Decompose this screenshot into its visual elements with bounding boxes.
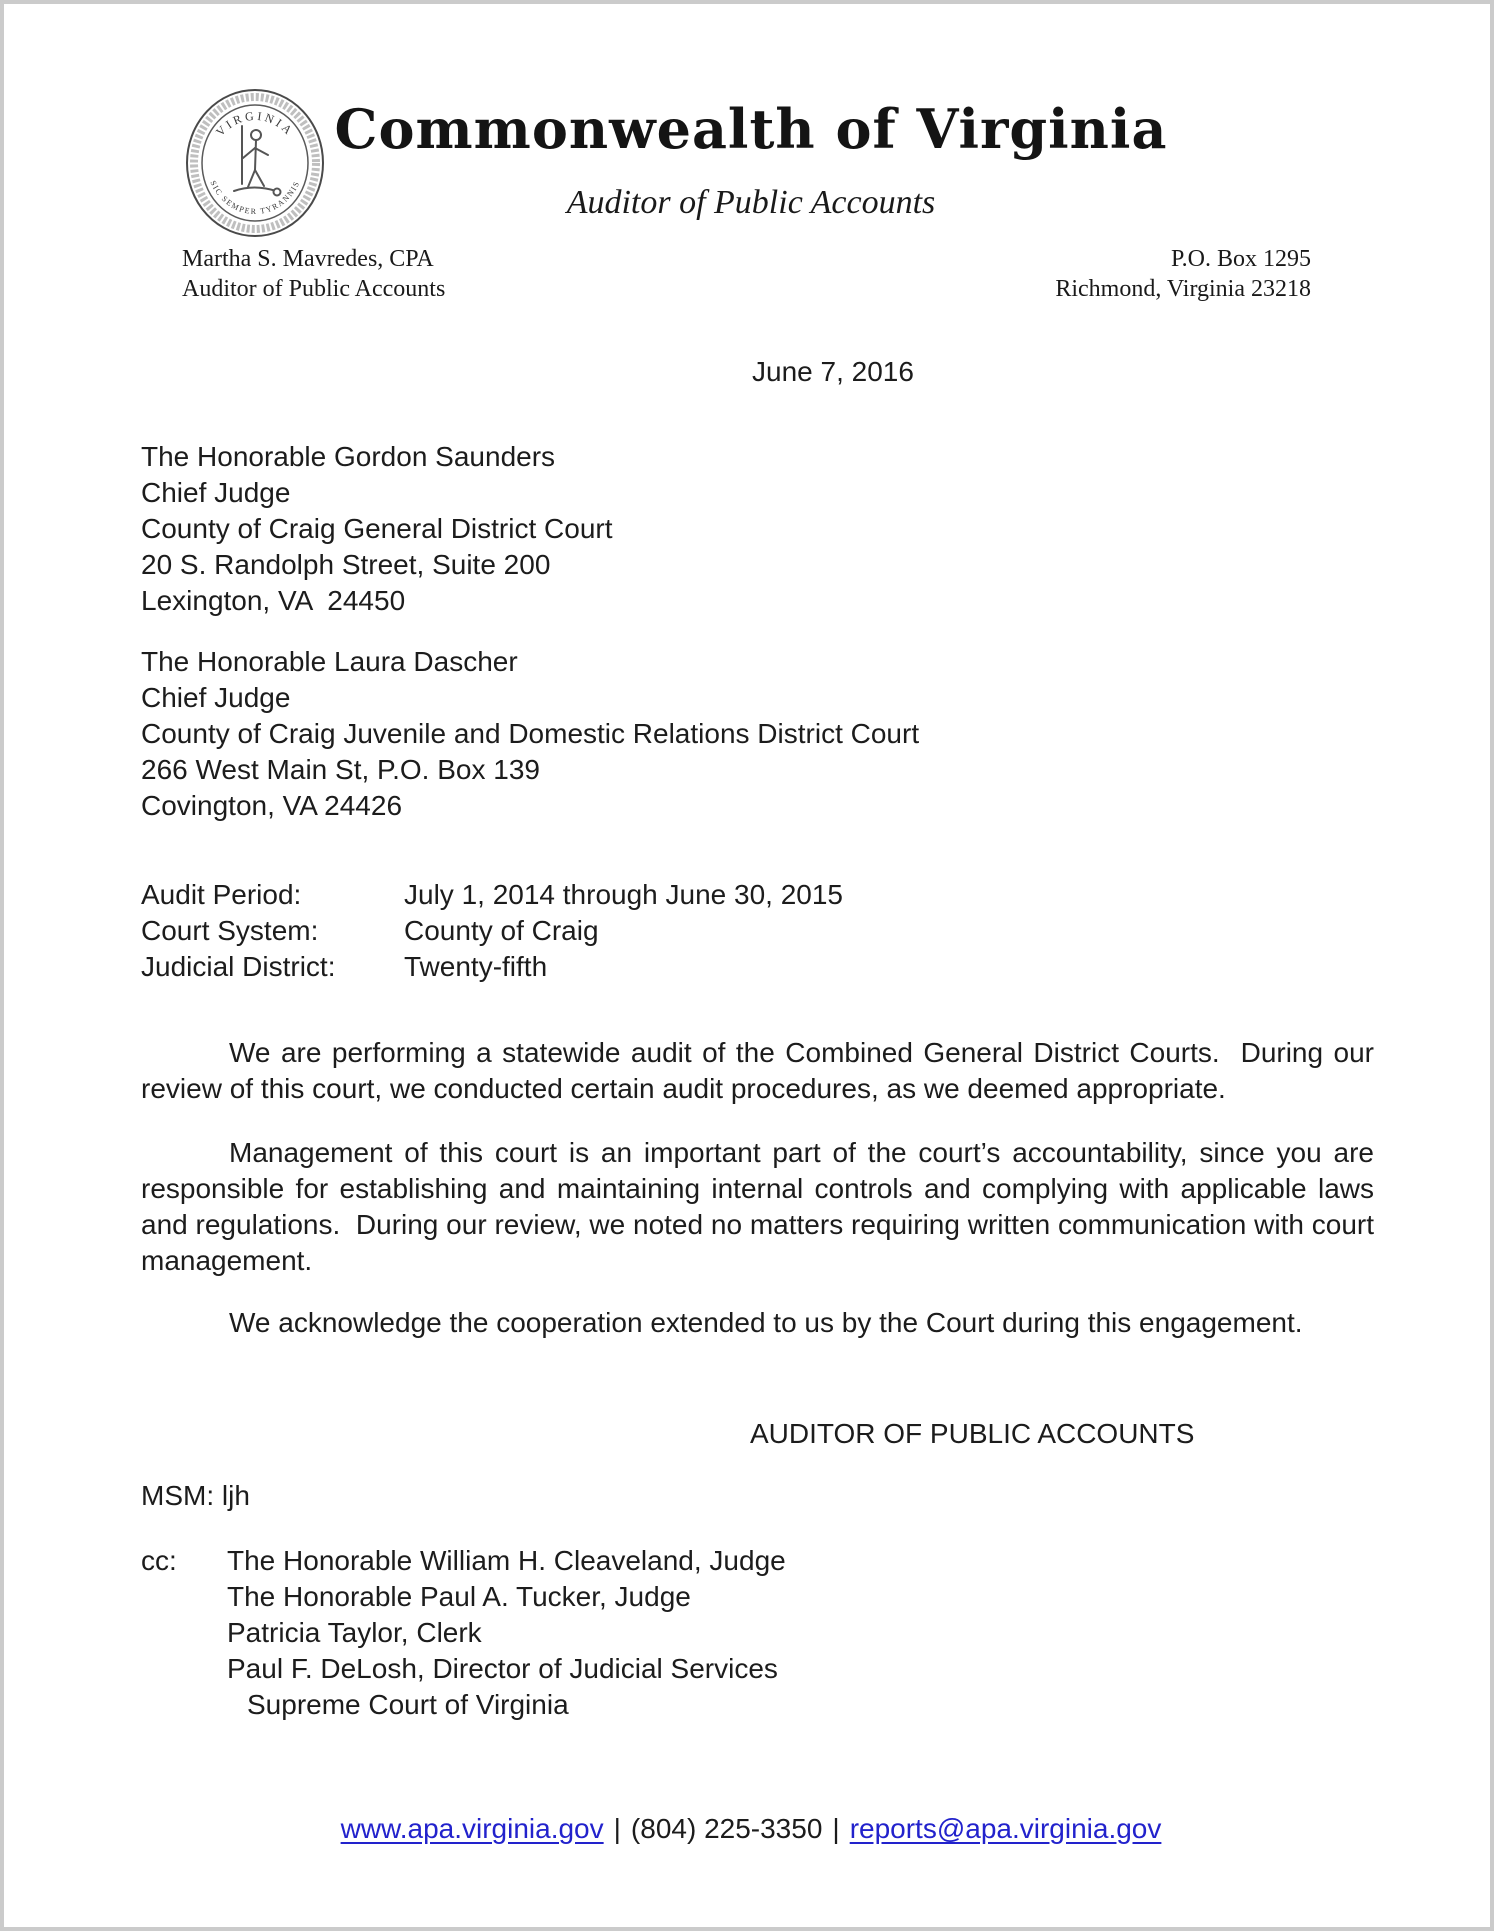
cc-block xyxy=(141,1543,786,1723)
reference-initials: MSM: ljh xyxy=(141,1480,250,1511)
website-link[interactable]: www.apa.virginia.gov xyxy=(340,1813,604,1844)
court-system-value: County of Craig xyxy=(404,915,599,946)
svg-text:VIRGINIA: VIRGINIA xyxy=(213,108,297,140)
body-paragraph-2: Management of this court is an important part of the court’s accountability, since you are responsible for establishing and maintaining internal controls and complying with applicable laws and regulations. During our review, we noted no matters requiring written communication with court management. xyxy=(141,1137,1382,1276)
office-address-block xyxy=(1055,244,1311,304)
court-system-label: Court System: xyxy=(141,915,319,946)
recipient-line: County of Craig General District Court xyxy=(141,513,613,544)
recipient-line: Lexington, VA 24450 xyxy=(141,585,406,616)
recipient-address-2 xyxy=(141,644,919,824)
recipient-line: Chief Judge xyxy=(141,477,291,508)
cc-item: The Honorable Paul A. Tucker, Judge xyxy=(227,1581,691,1612)
auditor-title: Auditor of Public Accounts xyxy=(182,276,446,302)
letterhead-subtitle: Auditor of Public Accounts xyxy=(566,184,936,221)
recipient-line: 266 West Main St, P.O. Box 139 xyxy=(141,754,540,785)
recipient-line: Chief Judge xyxy=(141,682,291,713)
phone-number: (804) 225-3350 xyxy=(630,1813,823,1844)
email-link[interactable]: reports@apa.virginia.gov xyxy=(849,1813,1162,1844)
letterhead-title: Commonwealth of Virginia xyxy=(334,97,1168,161)
auditor-name: Martha S. Mavredes, CPA xyxy=(182,246,434,272)
cc-item: Supreme Court of Virginia xyxy=(247,1689,569,1720)
signature-org-line: AUDITOR OF PUBLIC ACCOUNTS xyxy=(750,1418,1195,1449)
cc-items xyxy=(227,1543,786,1723)
judicial-district-value: Twenty-fifth xyxy=(404,951,548,982)
audit-period-value: July 1, 2014 through June 30, 2015 xyxy=(404,879,844,910)
recipient-line: The Honorable Gordon Saunders xyxy=(141,441,556,472)
cc-item: Patricia Taylor, Clerk xyxy=(227,1617,482,1648)
cc-label: cc: xyxy=(141,1545,177,1576)
recipient-line: County of Craig Juvenile and Domestic Relations District Court xyxy=(141,718,920,749)
letter-date: June 7, 2016 xyxy=(752,356,914,387)
letter-footer xyxy=(4,1811,1494,1847)
city-state-zip-line: Richmond, Virginia 23218 xyxy=(1055,276,1311,302)
recipient-line: The Honorable Laura Dascher xyxy=(141,646,518,677)
cc-item: Paul F. DeLosh, Director of Judicial Services xyxy=(227,1653,778,1684)
recipient-line: 20 S. Randolph Street, Suite 200 xyxy=(141,549,551,580)
audit-period-label: Audit Period: xyxy=(141,879,302,910)
cc-item: The Honorable William H. Cleaveland, Judge xyxy=(227,1545,786,1576)
po-box-line: P.O. Box 1295 xyxy=(1170,246,1311,272)
recipient-address-1 xyxy=(141,439,613,619)
body-paragraph-3: We acknowledge the cooperation extended to us by the Court during this engagement. xyxy=(229,1307,1303,1338)
body-paragraph-1: We are performing a statewide audit of the Combined General District Courts. During our review of this court, we conducted certain audit procedures, as we deemed appropriate. xyxy=(141,1037,1382,1104)
svg-text:SIC SEMPER TYRANNIS: SIC SEMPER TYRANNIS xyxy=(208,179,302,217)
auditor-contact-block xyxy=(182,244,445,304)
recipient-line: Covington, VA 24426 xyxy=(141,790,403,821)
footer-separator: | xyxy=(832,1813,840,1844)
judicial-district-label: Judicial District: xyxy=(141,951,336,982)
audit-info-table xyxy=(141,877,843,985)
footer-separator: | xyxy=(613,1813,621,1844)
